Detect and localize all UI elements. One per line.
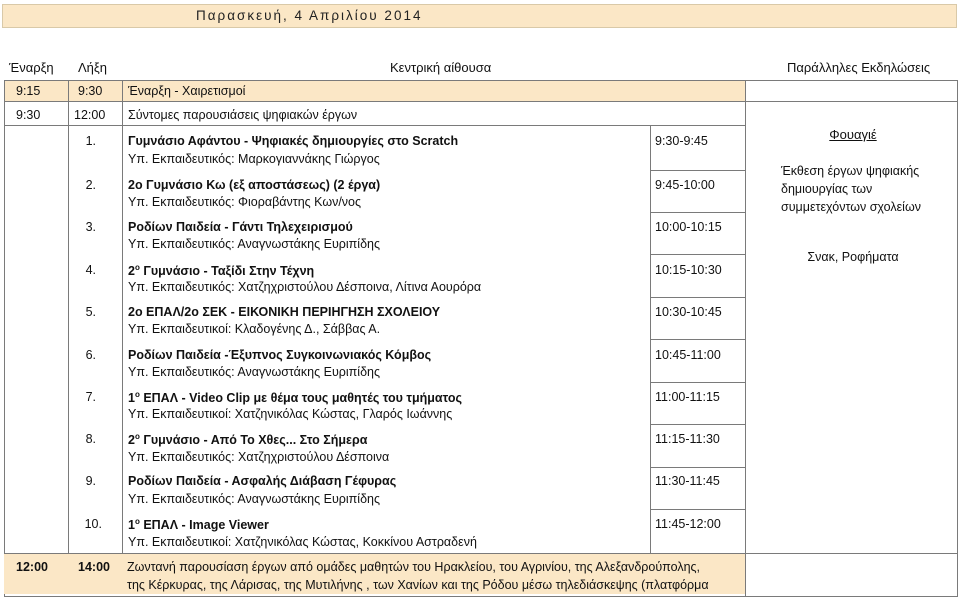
- item-number: 9.: [85, 474, 96, 488]
- grid-line: [122, 80, 123, 553]
- item-teacher: Υπ. Εκπαιδευτικοί: Κλαδογένης Δ., Σάββας Α.: [128, 322, 381, 336]
- item-number: 4.: [85, 263, 96, 277]
- final-text-line1: Ζωντανή παρουσίαση έργων από ομάδες μαθητών του Ηρακλείου, του Αγρινίου, της Αλεξανδρούπολης,: [127, 560, 701, 574]
- item-teacher: Υπ. Εκπαιδευτικός: Αναγνωστάκης Ευριπίδης: [128, 237, 381, 251]
- opening-end: 9:30: [78, 84, 103, 98]
- item-time: 11:00-11:15: [655, 390, 720, 404]
- opening-start: 9:15: [16, 84, 41, 98]
- grid-line: [4, 125, 745, 126]
- item-teacher: Υπ. Εκπαιδευτικοί: Χατζηνικόλας Κώστας, Γλαρός Ιωάννης: [128, 407, 453, 421]
- opening-row-bg: [4, 80, 745, 101]
- item-teacher: Υπ. Εκπαιδευτικός: Αναγνωστάκης Ευριπίδης: [128, 492, 381, 506]
- item-time: 10:30-10:45: [655, 305, 722, 319]
- grid-line: [650, 467, 745, 468]
- item-number: 8.: [85, 432, 96, 446]
- grid-line: [745, 80, 746, 596]
- grid-line: [650, 212, 745, 213]
- item-title: $1^o$ ΕΠΑΛ - Video Clip με θέμα τους μαθητές του τμήματος: [128, 390, 462, 406]
- item-time: 11:30-11:45: [655, 474, 720, 488]
- item-title: 2ο Γυμνάσιο Κω (εξ αποστάσεως) (2 έργα): [128, 178, 381, 192]
- grid-line: [957, 80, 958, 596]
- item-title: Ροδίων Παιδεία - Ασφαλής Διάβαση Γέφυρας: [128, 474, 397, 488]
- presentations-end: 12:00: [74, 108, 106, 122]
- item-teacher: Υπ. Εκπαιδευτικός: Αναγνωστάκης Ευριπίδης: [128, 365, 381, 379]
- foyer-description: Έκθεση έργων ψηφιακής δημιουργίας των συμμετεχόντων σχολείων: [781, 164, 921, 214]
- item-title: $2^o$ Γυμνάσιο - Ταξίδι Στην Τέχνη: [128, 263, 315, 279]
- grid-line: [650, 382, 745, 383]
- foyer-title: Φουαγιέ: [829, 127, 877, 142]
- header-main-hall: Κεντρική αίθουσα: [390, 60, 492, 75]
- opening-text: Έναρξη - Χαιρετισμοί: [128, 84, 246, 98]
- item-number: 1.: [85, 134, 96, 148]
- grid-line: [650, 509, 745, 510]
- item-number: 7.: [85, 390, 96, 404]
- item-title: Ροδίων Παιδεία -Έξυπνος Συγκοινωνιακός Κόμβος: [128, 348, 432, 362]
- final-end: 14:00: [78, 560, 110, 574]
- final-text-line2: της Κέρκυρας, της Λάρισας, της Μυτιλήνης , των Χανίων και της Ρόδου μέσω τηλεδιάσκεψης (πλατφόρμα: [127, 578, 709, 592]
- item-number: 6.: [85, 348, 96, 362]
- page-title: Παρασκευή, 4 Απριλίου 2014: [196, 8, 423, 23]
- item-number: 10.: [84, 517, 102, 531]
- grid-line: [650, 424, 745, 425]
- item-teacher: Υπ. Εκπαιδευτικός: Χατζηχριστούλου Δέσποινα: [128, 450, 390, 464]
- grid-line: [650, 339, 745, 340]
- item-title: 2ο ΕΠΑΛ/2ο ΣΕΚ - ΕΙΚΟΝΙΚΗ ΠΕΡΙΗΓΗΣΗ ΣΧΟΛΕΙΟΥ: [128, 305, 441, 319]
- item-time: 9:30-9:45: [655, 134, 708, 148]
- presentations-text: Σύντομες παρουσιάσεις ψηφιακών έργων: [128, 108, 358, 122]
- item-number: 2.: [85, 178, 96, 192]
- item-time: 10:45-11:00: [655, 348, 721, 362]
- grid-line: [650, 297, 745, 298]
- item-time: 11:15-11:30: [655, 432, 720, 446]
- item-time: 10:15-10:30: [655, 263, 722, 277]
- snack-label: Σνακ, Ροφήματα: [807, 250, 899, 264]
- grid-line: [650, 170, 745, 171]
- item-teacher: Υπ. Εκπαιδευτικός: Μαρκογιαννάκης Γιώργος: [128, 152, 380, 166]
- date-title-bar: [2, 4, 957, 28]
- item-teacher: Υπ. Εκπαιδευτικός: Φιοραβάντης Κων/νος: [128, 195, 362, 209]
- item-number: 5.: [85, 305, 96, 319]
- header-end: Λήξη: [78, 60, 107, 75]
- item-teacher: Υπ. Εκπαιδευτικός: Χατζηχριστούλου Δέσποινα, Λίτινα Αουρόρα: [128, 280, 482, 294]
- item-time: 10:00-10:15: [655, 220, 722, 234]
- item-title: Ροδίων Παιδεία - Γάντι Τηλεχειρισμού: [128, 220, 353, 234]
- header-start: Έναρξη: [9, 60, 54, 75]
- presentations-start: 9:30: [16, 108, 41, 122]
- item-title: $2^o$ Γυμνάσιο - Από Το Χθες... Στο Σήμερα: [128, 432, 368, 448]
- item-teacher: Υπ. Εκπαιδευτικοί: Χατζηνικόλας Κώστας, Κοκκίνου Αστραδενή: [128, 535, 477, 549]
- item-time: 11:45-12:00: [655, 517, 721, 531]
- item-time: 9:45-10:00: [655, 178, 715, 192]
- grid-line: [4, 80, 958, 81]
- item-title: Γυμνάσιο Αφάντου - Ψηφιακές δημιουργίες στο Scratch: [128, 134, 459, 148]
- header-parallel: Παράλληλες Εκδηλώσεις: [787, 60, 931, 75]
- grid-line: [650, 254, 745, 255]
- grid-line: [4, 101, 958, 102]
- item-number: 3.: [85, 220, 96, 234]
- grid-line: [4, 596, 958, 597]
- grid-line: [4, 80, 5, 596]
- item-title: $1^o$ ΕΠΑΛ - Image Viewer: [128, 517, 269, 533]
- final-start: 12:00: [16, 560, 48, 574]
